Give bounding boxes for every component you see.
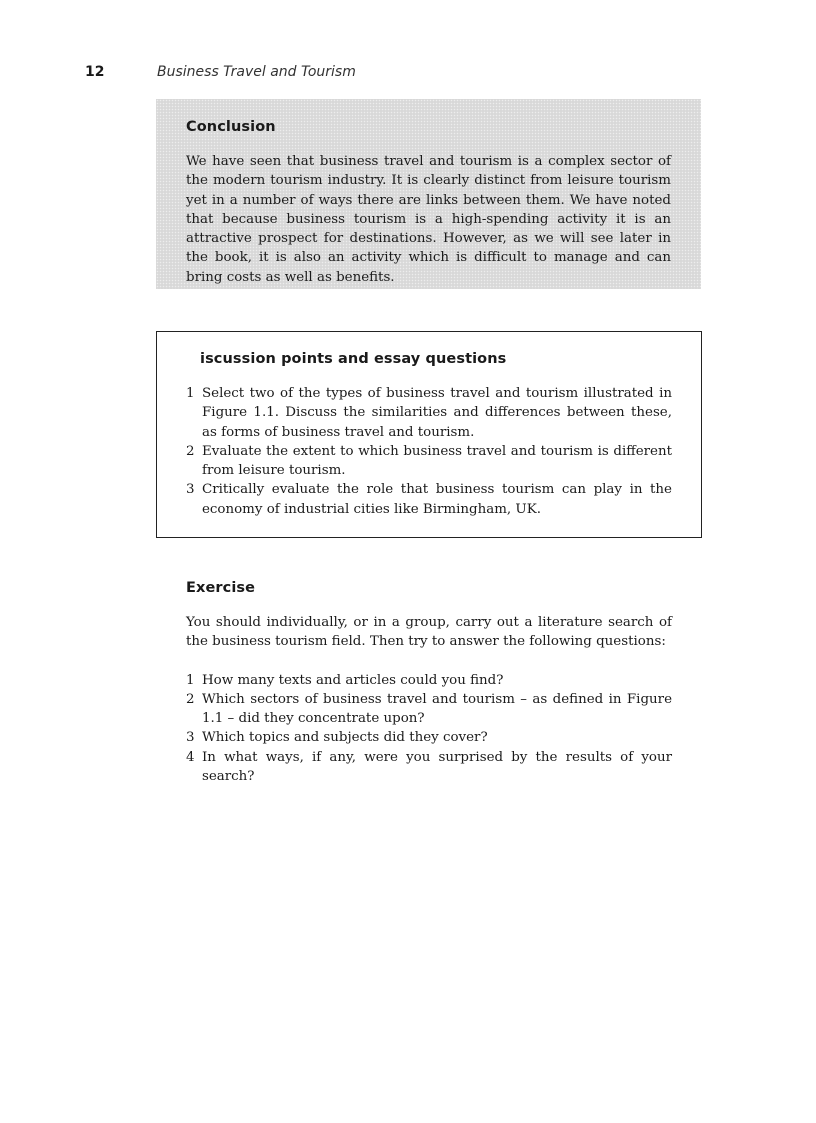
exercise-section [186, 580, 672, 786]
conclusion-body: We have seen that business travel and tourism is a complex sector of the modern tourism industry. It is clearly distinct from leisure tourism yet in a number of ways there are links between them. We have noted that because business tourism is a high-spending activity it is an attractive prospect for destinations. However, as we will see later in the book, it is also an activity which is difficult to manage and can bring costs as well as benefits. [186, 154, 671, 285]
question-number: 3 [186, 730, 195, 746]
question-number: 3 [186, 482, 195, 498]
exercise-question [186, 671, 672, 690]
question-text: Evaluate the extent to which business travel and tourism is different from leisure tourism. [202, 443, 672, 479]
conclusion-heading: Conclusion [186, 119, 276, 135]
exercise-question [186, 728, 672, 747]
question-text: Select two of the types of business travel and tourism illustrated in Figure 1.1. Discuss the similarities and differences between these, as forms of business travel and tourism. [202, 386, 672, 440]
discussion-heading: iscussion points and essay questions [200, 351, 507, 367]
question-number: 4 [186, 749, 195, 765]
question-number: 2 [186, 443, 195, 459]
exercise-question-list [186, 671, 672, 787]
discussion-question [186, 384, 672, 442]
question-text: Critically evaluate the role that business tourism can play in the economy of industrial cities like Birmingham, UK. [202, 482, 672, 517]
exercise-question [186, 690, 672, 729]
discussion-box [156, 331, 702, 538]
discussion-question-list [186, 384, 672, 519]
page-number: 12 [85, 64, 105, 80]
exercise-heading: Exercise [186, 580, 256, 596]
exercise-question [186, 748, 672, 787]
question-text: Which topics and subjects did they cover? [202, 730, 488, 746]
exercise-intro: You should individually, or in a group, carry out a literature search of the business tourism field. Then try to answer the following questions: [186, 615, 672, 650]
question-text: In what ways, if any, were you surprised by the results of your search? [202, 749, 672, 785]
discussion-question [186, 480, 672, 519]
question-number: 1 [186, 386, 195, 401]
running-head [85, 64, 725, 84]
book-title: Business Travel and Tourism [157, 64, 356, 80]
discussion-question [186, 442, 672, 481]
question-number: 1 [186, 672, 195, 688]
question-text: How many texts and articles could you find? [202, 672, 504, 688]
question-text: Which sectors of business travel and tourism – as defined in Figure 1.1 – did they concentrate upon? [202, 691, 672, 727]
conclusion-box [156, 99, 701, 289]
question-number: 2 [186, 691, 195, 707]
